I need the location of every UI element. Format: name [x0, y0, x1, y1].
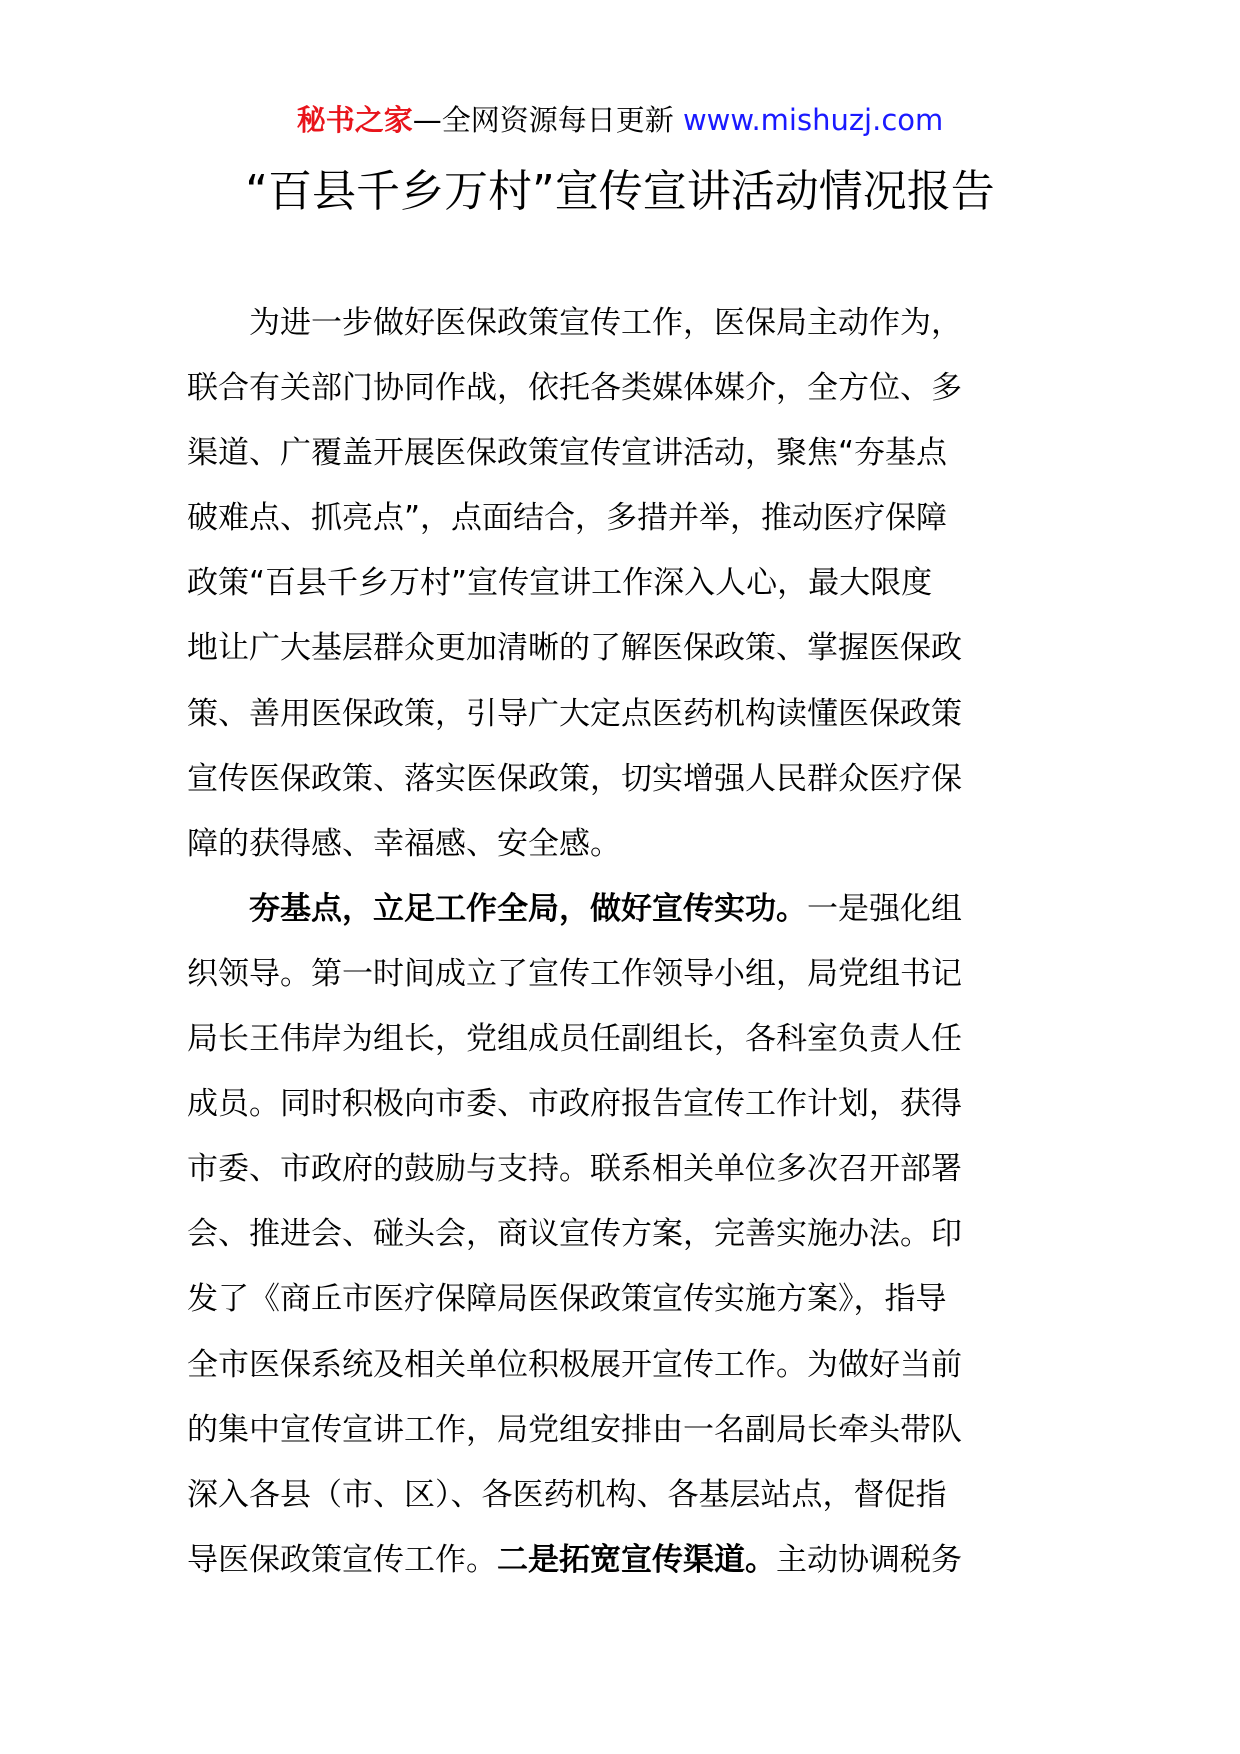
text-line: 策、善用医保政策，引导广大定点医药机构读懂医保政策	[187, 695, 962, 732]
paragraph-1	[187, 291, 1057, 877]
document-body	[187, 291, 1057, 1593]
text-line: 破难点、抓亮点”，点面结合，多措并举，推动医疗保障	[187, 500, 948, 537]
subsection-heading: 二是拓宽宣传渠道。	[497, 1541, 776, 1578]
text-line: 会、推进会、碰头会，商议宣传方案，完善实施办法。印	[187, 1216, 962, 1253]
text-run: 主动协调税务	[776, 1541, 962, 1578]
text-line: 发了《商丘市医疗保障局医保政策宣传实施方案》，指导	[187, 1281, 947, 1318]
text-line: 宣传医保政策、落实医保政策，切实增强人民群众医疗保	[187, 760, 962, 797]
header-slogan: —全网资源每日更新	[412, 103, 683, 137]
site-header	[0, 100, 1240, 140]
text-line: 障的获得感、幸福感、安全感。	[187, 825, 621, 862]
text-run: 导医保政策宣传工作。	[187, 1541, 497, 1578]
text-line: 成员。同时积极向市委、市政府报告宣传工作计划，获得	[187, 1086, 962, 1123]
text-line: 地让广大基层群众更加清晰的了解医保政策、掌握医保政	[187, 630, 962, 667]
text-line: 的集中宣传宣讲工作，局党组安排由一名副局长牵头带队	[187, 1411, 962, 1448]
text-line: 全市医保系统及相关单位积极展开宣传工作。为做好当前	[187, 1346, 962, 1383]
site-url[interactable]: www.mishuzj.com	[682, 103, 944, 137]
text-line: 局长王伟岸为组长，党组成员任副组长，各科室负责人任	[187, 1021, 962, 1058]
text-line: 深入各县（市、区）、各医药机构、各基层站点，督促指	[187, 1476, 947, 1513]
document-title: “百县千乡万村”宣传宣讲活动情况报告	[245, 166, 995, 217]
text-run: 一是强化组	[807, 890, 962, 927]
text-line: 市委、市政府的鼓励与支持。联系相关单位多次召开部署	[187, 1151, 962, 1188]
text-line	[187, 877, 1057, 942]
section-heading: 夯基点，立足工作全局，做好宣传实功。	[249, 890, 807, 927]
text-line: 织领导。第一时间成立了宣传工作领导小组，局党组书记	[187, 955, 962, 992]
text-line: 政策“百县千乡万村”宣传宣讲工作深入人心，最大限度	[187, 565, 933, 602]
text-line	[125, 1528, 1057, 1593]
paragraph-2	[187, 877, 1057, 1593]
brand-name: 秘书之家	[296, 103, 413, 137]
text-line: 联合有关部门协同作战，依托各类媒体媒介，全方位、多	[187, 370, 962, 407]
text-line: 为进一步做好医保政策宣传工作，医保局主动作为，	[249, 305, 962, 341]
text-line: 渠道、广覆盖开展医保政策宣传宣讲活动，聚焦“夯基点	[187, 435, 948, 472]
